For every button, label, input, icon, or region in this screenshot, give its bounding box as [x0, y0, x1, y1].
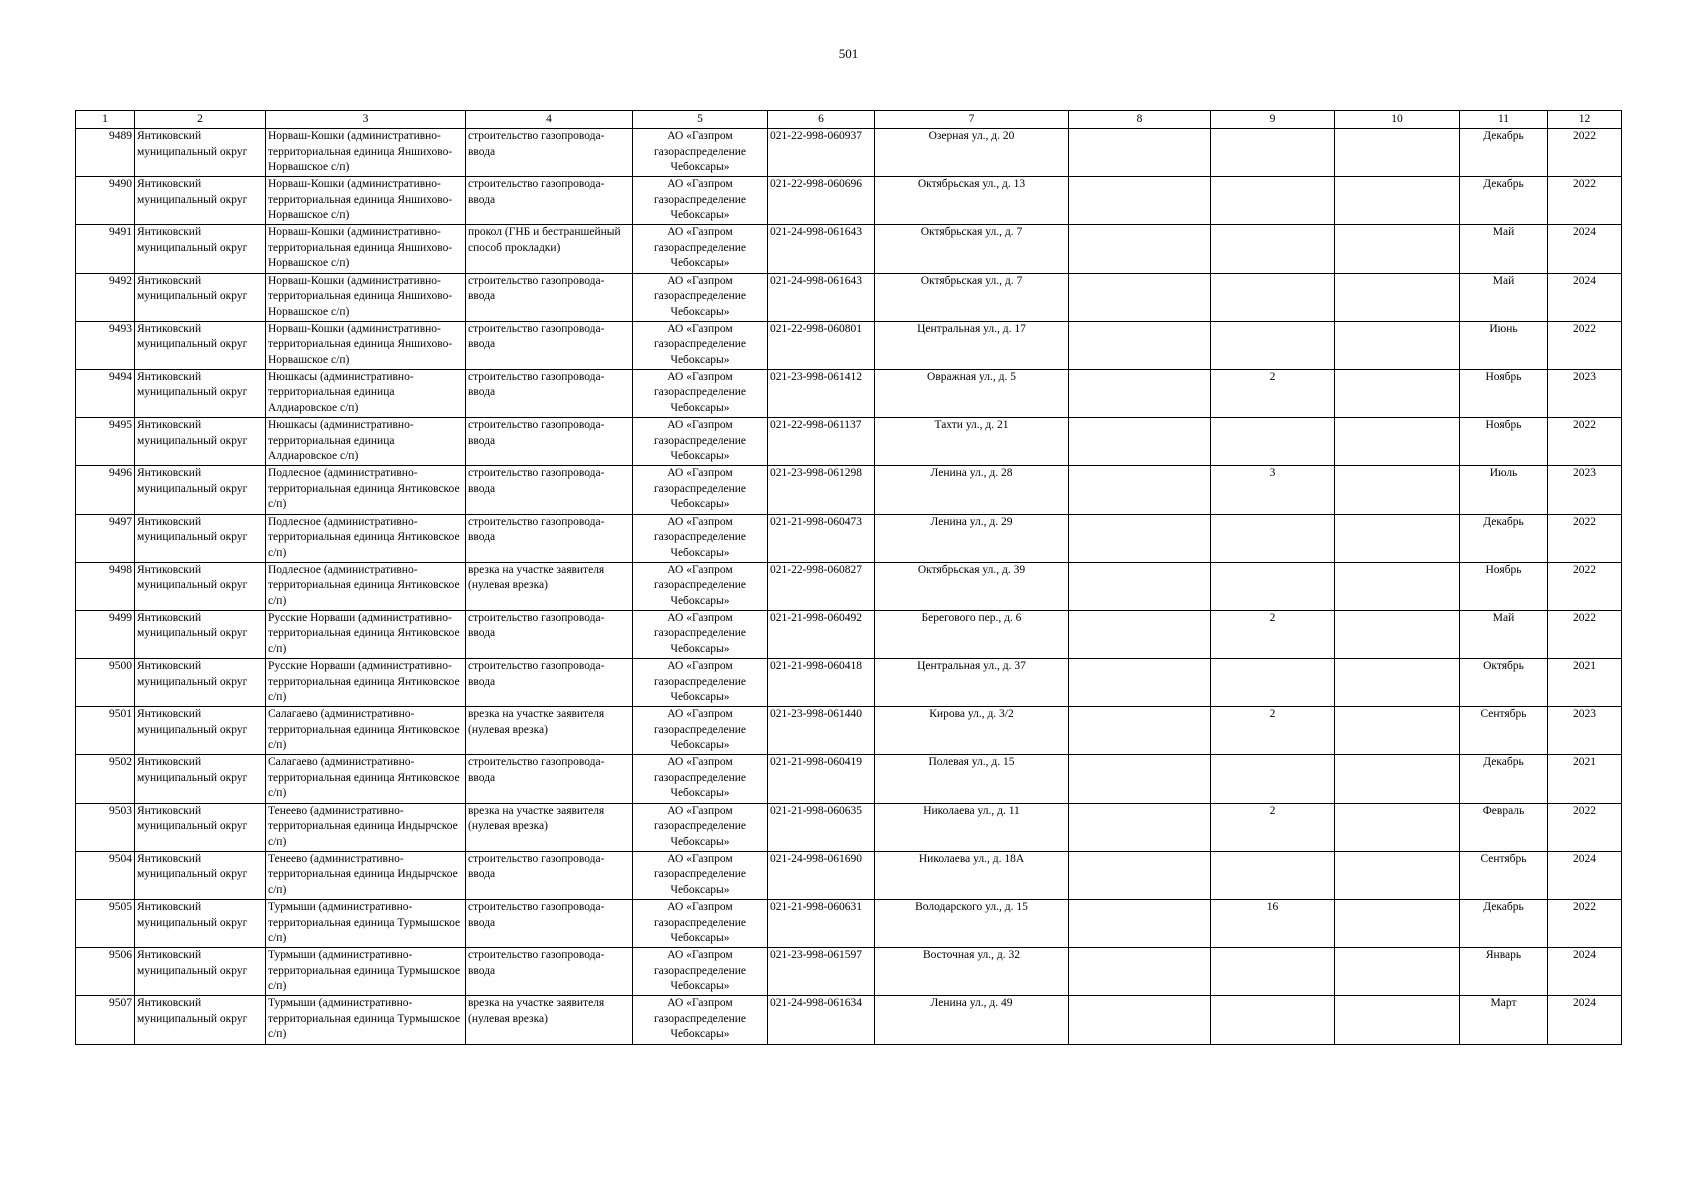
month-cell: Ноябрь [1460, 369, 1548, 417]
year-cell: 2022 [1548, 321, 1622, 369]
application-code-cell: 021-23-998-061440 [768, 707, 875, 755]
work-type-cell: строительство газопровода-ввода [466, 273, 633, 321]
settlement-cell: Тенеево (административно-территориальная единица Индырчское с/п) [266, 851, 466, 899]
column-10-cell [1335, 129, 1460, 177]
month-cell: Июнь [1460, 321, 1548, 369]
column-9-cell [1211, 129, 1335, 177]
column-header: 8 [1069, 111, 1211, 129]
month-cell: Июль [1460, 466, 1548, 514]
row-number: 9490 [76, 177, 135, 225]
column-8-cell [1069, 177, 1211, 225]
settlement-cell: Подлесное (административно-территориальная единица Янтиковское с/п) [266, 466, 466, 514]
settlement-cell: Салагаево (административно-территориальная единица Янтиковское с/п) [266, 755, 466, 803]
month-cell: Декабрь [1460, 514, 1548, 562]
gasification-register-table [75, 110, 1622, 1045]
row-number: 9499 [76, 610, 135, 658]
year-cell: 2022 [1548, 177, 1622, 225]
column-9-cell [1211, 418, 1335, 466]
column-header: 2 [135, 111, 266, 129]
settlement-cell: Русские Норваши (административно-территориальная единица Янтиковское с/п) [266, 610, 466, 658]
organization-cell: АО «Газпром газораспределение Чебоксары» [633, 610, 768, 658]
month-cell: Октябрь [1460, 659, 1548, 707]
organization-cell: АО «Газпром газораспределение Чебоксары» [633, 369, 768, 417]
organization-cell: АО «Газпром газораспределение Чебоксары» [633, 851, 768, 899]
month-cell: Май [1460, 273, 1548, 321]
column-8-cell [1069, 948, 1211, 996]
column-9-cell [1211, 225, 1335, 273]
address-cell: Центральная ул., д. 17 [875, 321, 1069, 369]
row-number: 9496 [76, 466, 135, 514]
row-number: 9489 [76, 129, 135, 177]
column-header: 10 [1335, 111, 1460, 129]
address-cell: Овражная ул., д. 5 [875, 369, 1069, 417]
row-number: 9501 [76, 707, 135, 755]
application-code-cell: 021-22-998-060937 [768, 129, 875, 177]
month-cell: Сентябрь [1460, 851, 1548, 899]
work-type-cell: строительство газопровода-ввода [466, 610, 633, 658]
application-code-cell: 021-21-998-060473 [768, 514, 875, 562]
settlement-cell: Тенеево (административно-территориальная единица Индырчское с/п) [266, 803, 466, 851]
column-9-cell [1211, 851, 1335, 899]
month-cell: Май [1460, 610, 1548, 658]
column-10-cell [1335, 225, 1460, 273]
column-9-cell: 3 [1211, 466, 1335, 514]
year-cell: 2023 [1548, 707, 1622, 755]
district-cell: Янтиковский муниципальный округ [135, 225, 266, 273]
row-number: 9502 [76, 755, 135, 803]
application-code-cell: 021-21-998-060418 [768, 659, 875, 707]
month-cell: Ноябрь [1460, 562, 1548, 610]
address-cell: Озерная ул., д. 20 [875, 129, 1069, 177]
column-10-cell [1335, 900, 1460, 948]
settlement-cell: Русские Норваши (административно-территориальная единица Янтиковское с/п) [266, 659, 466, 707]
column-9-cell [1211, 273, 1335, 321]
settlement-cell: Турмыши (административно-территориальная единица Турмышское с/п) [266, 900, 466, 948]
settlement-cell: Нюшкасы (административно-территориальная единица Алдиаровское с/п) [266, 369, 466, 417]
column-10-cell [1335, 273, 1460, 321]
column-10-cell [1335, 562, 1460, 610]
column-header: 6 [768, 111, 875, 129]
district-cell: Янтиковский муниципальный округ [135, 707, 266, 755]
column-9-cell [1211, 996, 1335, 1044]
table-row [76, 803, 1622, 851]
table-row [76, 129, 1622, 177]
district-cell: Янтиковский муниципальный округ [135, 996, 266, 1044]
year-cell: 2024 [1548, 273, 1622, 321]
district-cell: Янтиковский муниципальный округ [135, 273, 266, 321]
organization-cell: АО «Газпром газораспределение Чебоксары» [633, 562, 768, 610]
row-number: 9495 [76, 418, 135, 466]
table-row [76, 225, 1622, 273]
column-8-cell [1069, 418, 1211, 466]
address-cell: Октябрьская ул., д. 39 [875, 562, 1069, 610]
work-type-cell: строительство газопровода-ввода [466, 948, 633, 996]
district-cell: Янтиковский муниципальный округ [135, 321, 266, 369]
year-cell: 2024 [1548, 948, 1622, 996]
application-code-cell: 021-21-998-060419 [768, 755, 875, 803]
work-type-cell: строительство газопровода-ввода [466, 514, 633, 562]
column-10-cell [1335, 851, 1460, 899]
organization-cell: АО «Газпром газораспределение Чебоксары» [633, 418, 768, 466]
application-code-cell: 021-24-998-061643 [768, 225, 875, 273]
column-8-cell [1069, 129, 1211, 177]
year-cell: 2024 [1548, 851, 1622, 899]
table-row [76, 562, 1622, 610]
address-cell: Полевая ул., д. 15 [875, 755, 1069, 803]
settlement-cell: Подлесное (административно-территориальная единица Янтиковское с/п) [266, 562, 466, 610]
application-code-cell: 021-23-998-061298 [768, 466, 875, 514]
month-cell: Декабрь [1460, 755, 1548, 803]
address-cell: Октябрьская ул., д. 7 [875, 273, 1069, 321]
work-type-cell: строительство газопровода-ввода [466, 851, 633, 899]
work-type-cell: строительство газопровода-ввода [466, 466, 633, 514]
organization-cell: АО «Газпром газораспределение Чебоксары» [633, 755, 768, 803]
table-row [76, 659, 1622, 707]
column-8-cell [1069, 225, 1211, 273]
settlement-cell: Норваш-Кошки (административно-территориальная единица Яншихово-Норвашское с/п) [266, 177, 466, 225]
address-cell: Володарского ул., д. 15 [875, 900, 1069, 948]
settlement-cell: Турмыши (административно-территориальная единица Турмышское с/п) [266, 948, 466, 996]
address-cell: Центральная ул., д. 37 [875, 659, 1069, 707]
address-cell: Николаева ул., д. 11 [875, 803, 1069, 851]
column-9-cell [1211, 321, 1335, 369]
address-cell: Октябрьская ул., д. 13 [875, 177, 1069, 225]
organization-cell: АО «Газпром газораспределение Чебоксары» [633, 321, 768, 369]
address-cell: Восточная ул., д. 32 [875, 948, 1069, 996]
address-cell: Ленина ул., д. 29 [875, 514, 1069, 562]
row-number: 9493 [76, 321, 135, 369]
table-body [76, 129, 1622, 1045]
table-row [76, 610, 1622, 658]
work-type-cell: врезка на участке заявителя (нулевая врезка) [466, 562, 633, 610]
district-cell: Янтиковский муниципальный округ [135, 369, 266, 417]
column-8-cell [1069, 369, 1211, 417]
table-row [76, 418, 1622, 466]
column-8-cell [1069, 900, 1211, 948]
month-cell: Декабрь [1460, 900, 1548, 948]
row-number: 9500 [76, 659, 135, 707]
column-number-header-row [76, 111, 1622, 129]
column-header: 4 [466, 111, 633, 129]
settlement-cell: Норваш-Кошки (административно-территориальная единица Яншихово-Норвашское с/п) [266, 225, 466, 273]
year-cell: 2022 [1548, 803, 1622, 851]
organization-cell: АО «Газпром газораспределение Чебоксары» [633, 707, 768, 755]
settlement-cell: Нюшкасы (административно-территориальная единица Алдиаровское с/п) [266, 418, 466, 466]
application-code-cell: 021-24-998-061690 [768, 851, 875, 899]
application-code-cell: 021-22-998-060827 [768, 562, 875, 610]
row-number: 9491 [76, 225, 135, 273]
year-cell: 2023 [1548, 466, 1622, 514]
organization-cell: АО «Газпром газораспределение Чебоксары» [633, 273, 768, 321]
column-9-cell: 2 [1211, 610, 1335, 658]
organization-cell: АО «Газпром газораспределение Чебоксары» [633, 803, 768, 851]
application-code-cell: 021-22-998-060696 [768, 177, 875, 225]
district-cell: Янтиковский муниципальный округ [135, 755, 266, 803]
column-9-cell [1211, 177, 1335, 225]
column-header: 12 [1548, 111, 1622, 129]
district-cell: Янтиковский муниципальный округ [135, 948, 266, 996]
column-8-cell [1069, 659, 1211, 707]
application-code-cell: 021-21-998-060635 [768, 803, 875, 851]
column-8-cell [1069, 996, 1211, 1044]
application-code-cell: 021-24-998-061634 [768, 996, 875, 1044]
table-row [76, 466, 1622, 514]
column-header: 1 [76, 111, 135, 129]
row-number: 9504 [76, 851, 135, 899]
address-cell: Тахти ул., д. 21 [875, 418, 1069, 466]
column-10-cell [1335, 659, 1460, 707]
application-code-cell: 021-21-998-060631 [768, 900, 875, 948]
column-10-cell [1335, 466, 1460, 514]
work-type-cell: строительство газопровода-ввода [466, 369, 633, 417]
month-cell: Декабрь [1460, 177, 1548, 225]
column-8-cell [1069, 755, 1211, 803]
column-8-cell [1069, 562, 1211, 610]
year-cell: 2024 [1548, 225, 1622, 273]
settlement-cell: Подлесное (административно-территориальная единица Янтиковское с/п) [266, 514, 466, 562]
column-10-cell [1335, 418, 1460, 466]
application-code-cell: 021-21-998-060492 [768, 610, 875, 658]
work-type-cell: строительство газопровода-ввода [466, 418, 633, 466]
year-cell: 2022 [1548, 610, 1622, 658]
district-cell: Янтиковский муниципальный округ [135, 418, 266, 466]
district-cell: Янтиковский муниципальный округ [135, 562, 266, 610]
district-cell: Янтиковский муниципальный округ [135, 129, 266, 177]
application-code-cell: 021-23-998-061412 [768, 369, 875, 417]
month-cell: Февраль [1460, 803, 1548, 851]
work-type-cell: врезка на участке заявителя (нулевая врезка) [466, 996, 633, 1044]
table-row [76, 321, 1622, 369]
column-10-cell [1335, 514, 1460, 562]
month-cell: Май [1460, 225, 1548, 273]
column-9-cell: 2 [1211, 707, 1335, 755]
column-8-cell [1069, 273, 1211, 321]
month-cell: Март [1460, 996, 1548, 1044]
work-type-cell: врезка на участке заявителя (нулевая врезка) [466, 803, 633, 851]
work-type-cell: строительство газопровода-ввода [466, 321, 633, 369]
table-row [76, 369, 1622, 417]
address-cell: Кирова ул., д. 3/2 [875, 707, 1069, 755]
organization-cell: АО «Газпром газораспределение Чебоксары» [633, 514, 768, 562]
row-number: 9505 [76, 900, 135, 948]
column-8-cell [1069, 851, 1211, 899]
year-cell: 2021 [1548, 659, 1622, 707]
year-cell: 2022 [1548, 562, 1622, 610]
column-8-cell [1069, 803, 1211, 851]
settlement-cell: Салагаево (административно-территориальная единица Янтиковское с/п) [266, 707, 466, 755]
column-10-cell [1335, 321, 1460, 369]
row-number: 9494 [76, 369, 135, 417]
table-row [76, 177, 1622, 225]
column-10-cell [1335, 610, 1460, 658]
table-row [76, 900, 1622, 948]
column-9-cell: 2 [1211, 803, 1335, 851]
organization-cell: АО «Газпром газораспределение Чебоксары» [633, 129, 768, 177]
year-cell: 2022 [1548, 418, 1622, 466]
application-code-cell: 021-22-998-061137 [768, 418, 875, 466]
year-cell: 2022 [1548, 129, 1622, 177]
table-row [76, 273, 1622, 321]
work-type-cell: строительство газопровода-ввода [466, 177, 633, 225]
organization-cell: АО «Газпром газораспределение Чебоксары» [633, 177, 768, 225]
column-header: 7 [875, 111, 1069, 129]
organization-cell: АО «Газпром газораспределение Чебоксары» [633, 225, 768, 273]
work-type-cell: строительство газопровода-ввода [466, 659, 633, 707]
row-number: 9507 [76, 996, 135, 1044]
organization-cell: АО «Газпром газораспределение Чебоксары» [633, 900, 768, 948]
column-9-cell [1211, 948, 1335, 996]
month-cell: Январь [1460, 948, 1548, 996]
column-header: 5 [633, 111, 768, 129]
column-10-cell [1335, 948, 1460, 996]
organization-cell: АО «Газпром газораспределение Чебоксары» [633, 948, 768, 996]
district-cell: Янтиковский муниципальный округ [135, 466, 266, 514]
column-10-cell [1335, 177, 1460, 225]
column-10-cell [1335, 996, 1460, 1044]
year-cell: 2023 [1548, 369, 1622, 417]
settlement-cell: Норваш-Кошки (административно-территориальная единица Яншихово-Норвашское с/п) [266, 273, 466, 321]
district-cell: Янтиковский муниципальный округ [135, 610, 266, 658]
column-9-cell: 16 [1211, 900, 1335, 948]
settlement-cell: Норваш-Кошки (административно-территориальная единица Яншихово-Норвашское с/п) [266, 129, 466, 177]
column-8-cell [1069, 514, 1211, 562]
row-number: 9497 [76, 514, 135, 562]
column-header: 11 [1460, 111, 1548, 129]
table-row [76, 996, 1622, 1044]
district-cell: Янтиковский муниципальный округ [135, 900, 266, 948]
table-row [76, 707, 1622, 755]
application-code-cell: 021-23-998-061597 [768, 948, 875, 996]
table-row [76, 851, 1622, 899]
year-cell: 2022 [1548, 900, 1622, 948]
column-10-cell [1335, 369, 1460, 417]
row-number: 9492 [76, 273, 135, 321]
address-cell: Ленина ул., д. 28 [875, 466, 1069, 514]
table-row [76, 948, 1622, 996]
month-cell: Сентябрь [1460, 707, 1548, 755]
row-number: 9503 [76, 803, 135, 851]
organization-cell: АО «Газпром газораспределение Чебоксары» [633, 659, 768, 707]
table-row [76, 755, 1622, 803]
work-type-cell: врезка на участке заявителя (нулевая врезка) [466, 707, 633, 755]
column-9-cell [1211, 562, 1335, 610]
district-cell: Янтиковский муниципальный округ [135, 851, 266, 899]
district-cell: Янтиковский муниципальный округ [135, 803, 266, 851]
column-header: 3 [266, 111, 466, 129]
column-10-cell [1335, 707, 1460, 755]
district-cell: Янтиковский муниципальный округ [135, 514, 266, 562]
application-code-cell: 021-24-998-061643 [768, 273, 875, 321]
column-8-cell [1069, 321, 1211, 369]
address-cell: Берегового пер., д. 6 [875, 610, 1069, 658]
column-8-cell [1069, 610, 1211, 658]
settlement-cell: Норваш-Кошки (административно-территориальная единица Яншихово-Норвашское с/п) [266, 321, 466, 369]
application-code-cell: 021-22-998-060801 [768, 321, 875, 369]
column-8-cell [1069, 466, 1211, 514]
row-number: 9498 [76, 562, 135, 610]
year-cell: 2022 [1548, 514, 1622, 562]
column-10-cell [1335, 803, 1460, 851]
column-9-cell: 2 [1211, 369, 1335, 417]
address-cell: Ленина ул., д. 49 [875, 996, 1069, 1044]
district-cell: Янтиковский муниципальный округ [135, 659, 266, 707]
column-header: 9 [1211, 111, 1335, 129]
address-cell: Николаева ул., д. 18А [875, 851, 1069, 899]
column-8-cell [1069, 707, 1211, 755]
year-cell: 2021 [1548, 755, 1622, 803]
district-cell: Янтиковский муниципальный округ [135, 177, 266, 225]
column-9-cell [1211, 514, 1335, 562]
work-type-cell: строительство газопровода-ввода [466, 900, 633, 948]
column-9-cell [1211, 755, 1335, 803]
settlement-cell: Турмыши (административно-территориальная единица Турмышское с/п) [266, 996, 466, 1044]
row-number: 9506 [76, 948, 135, 996]
work-type-cell: строительство газопровода-ввода [466, 129, 633, 177]
address-cell: Октябрьская ул., д. 7 [875, 225, 1069, 273]
table-row [76, 514, 1622, 562]
month-cell: Ноябрь [1460, 418, 1548, 466]
organization-cell: АО «Газпром газораспределение Чебоксары» [633, 466, 768, 514]
column-10-cell [1335, 755, 1460, 803]
organization-cell: АО «Газпром газораспределение Чебоксары» [633, 996, 768, 1044]
work-type-cell: прокол (ГНБ и бестраншейный способ прокладки) [466, 225, 633, 273]
page-number: 501 [838, 46, 859, 61]
month-cell: Декабрь [1460, 129, 1548, 177]
column-9-cell [1211, 659, 1335, 707]
work-type-cell: строительство газопровода-ввода [466, 755, 633, 803]
year-cell: 2024 [1548, 996, 1622, 1044]
